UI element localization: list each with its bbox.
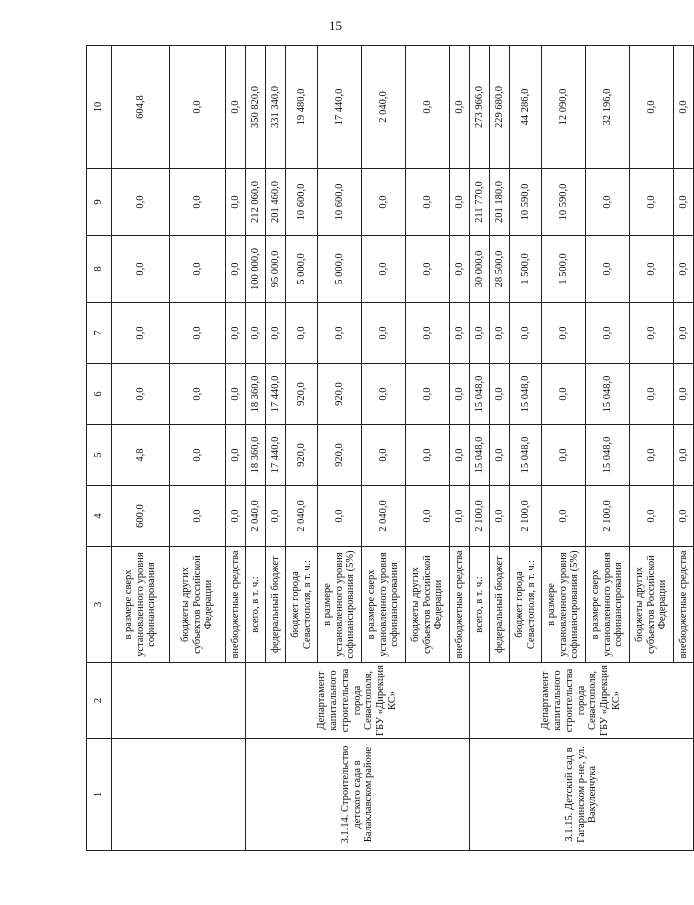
- value-cell: 0,0: [406, 364, 450, 425]
- value-cell: 273 966,0: [470, 46, 490, 169]
- row-label: внебюджетные средства: [674, 547, 694, 663]
- value-cell: 0,0: [470, 303, 490, 364]
- value-cell: 201 180,0: [490, 169, 510, 236]
- value-cell: 15 048,0: [586, 364, 630, 425]
- value-cell: 17 440,0: [266, 364, 286, 425]
- value-cell: 17 440,0: [266, 425, 286, 486]
- value-cell: 0,0: [170, 425, 226, 486]
- value-cell: 0,0: [246, 303, 266, 364]
- value-cell: 0,0: [318, 303, 362, 364]
- row-label: всего, в т. ч.:: [246, 547, 266, 663]
- value-cell: 12 090,0: [542, 46, 586, 169]
- value-cell: 2 040,0: [362, 486, 406, 547]
- value-cell: 0,0: [112, 236, 170, 303]
- value-cell: 0,0: [226, 486, 246, 547]
- value-cell: 2 100,0: [510, 486, 542, 547]
- value-cell: 28 500,0: [490, 236, 510, 303]
- value-cell: 0,0: [170, 364, 226, 425]
- table-inner: [86, 46, 689, 851]
- value-cell: 600,0: [112, 486, 170, 547]
- value-cell: 0,0: [450, 236, 470, 303]
- row-label: федеральный бюджет: [266, 547, 286, 663]
- value-cell: 0,0: [406, 46, 450, 169]
- value-cell: 4,8: [112, 425, 170, 486]
- value-cell: 0,0: [318, 486, 362, 547]
- value-cell: 350 820,0: [246, 46, 266, 169]
- value-cell: 95 000,0: [266, 236, 286, 303]
- value-cell: 15 048,0: [510, 425, 542, 486]
- value-cell: 0,0: [266, 486, 286, 547]
- value-cell: 1 500,0: [510, 236, 542, 303]
- value-cell: 0,0: [490, 303, 510, 364]
- table-row: [246, 46, 266, 851]
- value-cell: 0,0: [226, 46, 246, 169]
- row-label: бюджет города Севастополя, в т. ч.:: [510, 547, 542, 663]
- value-cell: 920,0: [286, 425, 318, 486]
- value-cell: 15 048,0: [510, 364, 542, 425]
- value-cell: 0,0: [450, 425, 470, 486]
- table-row: [112, 46, 170, 851]
- empty-cell: [112, 663, 246, 739]
- value-cell: 2 040,0: [286, 486, 318, 547]
- executor-line: Севастополя, ГБУ «Дирекция КС»: [363, 665, 398, 736]
- value-cell: 0,0: [112, 303, 170, 364]
- value-cell: 10 590,0: [510, 169, 542, 236]
- header-cell: 7: [87, 303, 112, 364]
- value-cell: 0,0: [586, 236, 630, 303]
- header-cell: 6: [87, 364, 112, 425]
- value-cell: 331 340,0: [266, 46, 286, 169]
- header-cell: 4: [87, 486, 112, 547]
- row-label: в размере сверх установленного уровня софинансирования: [112, 547, 170, 663]
- value-cell: 0,0: [362, 364, 406, 425]
- value-cell: 0,0: [674, 486, 694, 547]
- executor-line: Департамент капитального строительства города: [540, 668, 587, 733]
- value-cell: 0,0: [674, 169, 694, 236]
- value-cell: 0,0: [630, 236, 674, 303]
- value-cell: 0,0: [586, 303, 630, 364]
- value-cell: 0,0: [226, 236, 246, 303]
- row-label: бюджеты других субъектов Российской Федерации: [630, 547, 674, 663]
- value-cell: 0,0: [170, 303, 226, 364]
- value-cell: 0,0: [630, 486, 674, 547]
- section-name: 3.1.15. Детский сад в Гагаринском р-не, ул. Вакуленчука: [470, 739, 694, 851]
- table-row: [470, 46, 490, 851]
- value-cell: 2 100,0: [470, 486, 490, 547]
- page-number: 15: [329, 18, 342, 33]
- row-label: бюджет города Севастополя, в т. ч.:: [286, 547, 318, 663]
- value-cell: 1 500,0: [542, 236, 586, 303]
- row-label: внебюджетные средства: [450, 547, 470, 663]
- value-cell: 0,0: [112, 169, 170, 236]
- value-cell: 0,0: [450, 46, 470, 169]
- row-label: в размере сверх установленного уровня софинансирования: [362, 547, 406, 663]
- value-cell: 0,0: [362, 236, 406, 303]
- value-cell: 604,8: [112, 46, 170, 169]
- value-cell: 15 048,0: [470, 364, 490, 425]
- value-cell: 19 480,0: [286, 46, 318, 169]
- value-cell: 0,0: [170, 169, 226, 236]
- value-cell: 0,0: [490, 486, 510, 547]
- value-cell: 212 060,0: [246, 169, 266, 236]
- value-cell: 0,0: [450, 169, 470, 236]
- value-cell: 0,0: [542, 303, 586, 364]
- value-cell: 17 440,0: [318, 46, 362, 169]
- value-cell: 0,0: [170, 46, 226, 169]
- value-cell: 2 040,0: [362, 46, 406, 169]
- funding-table: [86, 45, 694, 851]
- header-cell: 9: [87, 169, 112, 236]
- executor-line: Севастополя, ГБУ «Дирекция КС»: [587, 665, 622, 736]
- value-cell: 5 000,0: [318, 236, 362, 303]
- value-cell: 0,0: [362, 425, 406, 486]
- value-cell: 2 040,0: [246, 486, 266, 547]
- value-cell: 0,0: [362, 303, 406, 364]
- value-cell: 0,0: [406, 169, 450, 236]
- value-cell: 0,0: [362, 169, 406, 236]
- row-label: в размере установленного уровня софинансирования (5%): [542, 547, 586, 663]
- value-cell: 0,0: [490, 364, 510, 425]
- value-cell: 0,0: [630, 46, 674, 169]
- value-cell: 0,0: [406, 236, 450, 303]
- value-cell: 15 048,0: [470, 425, 490, 486]
- row-label: бюджеты других субъектов Российской Федерации: [170, 547, 226, 663]
- value-cell: 18 360,0: [246, 425, 266, 486]
- value-cell: 920,0: [318, 364, 362, 425]
- row-label: внебюджетные средства: [226, 547, 246, 663]
- value-cell: 0,0: [490, 425, 510, 486]
- value-cell: 0,0: [674, 46, 694, 169]
- header-row: [87, 46, 112, 851]
- value-cell: 0,0: [674, 364, 694, 425]
- value-cell: 32 196,0: [586, 46, 630, 169]
- value-cell: 0,0: [674, 303, 694, 364]
- value-cell: 920,0: [286, 364, 318, 425]
- value-cell: 0,0: [286, 303, 318, 364]
- value-cell: 0,0: [112, 364, 170, 425]
- value-cell: 0,0: [586, 169, 630, 236]
- value-cell: 0,0: [226, 169, 246, 236]
- header-cell: 10: [87, 46, 112, 169]
- value-cell: 15 048,0: [586, 425, 630, 486]
- value-cell: 0,0: [674, 425, 694, 486]
- value-cell: 0,0: [170, 236, 226, 303]
- value-cell: 100 000,0: [246, 236, 266, 303]
- value-cell: 0,0: [630, 303, 674, 364]
- value-cell: 920,0: [318, 425, 362, 486]
- executor-line: Департамент капитального строительства города: [316, 668, 363, 733]
- value-cell: 0,0: [226, 303, 246, 364]
- value-cell: 0,0: [450, 364, 470, 425]
- row-label: федеральный бюджет: [490, 547, 510, 663]
- section-executor: [470, 663, 694, 739]
- section-executor: [246, 663, 470, 739]
- value-cell: 10 590,0: [542, 169, 586, 236]
- value-cell: 18 360,0: [246, 364, 266, 425]
- value-cell: 229 680,0: [490, 46, 510, 169]
- value-cell: 30 000,0: [470, 236, 490, 303]
- section-name: 3.1.14. Строительство детского сада в Балаклавском районе: [246, 739, 470, 851]
- value-cell: 0,0: [226, 364, 246, 425]
- header-cell: 2: [87, 663, 112, 739]
- value-cell: 0,0: [674, 236, 694, 303]
- row-label: в размере установленного уровня софинансирования (5%): [318, 547, 362, 663]
- row-label: всего, в т. ч.:: [470, 547, 490, 663]
- header-cell: 5: [87, 425, 112, 486]
- value-cell: 10 600,0: [318, 169, 362, 236]
- header-cell: 1: [87, 739, 112, 851]
- value-cell: 10 600,0: [286, 169, 318, 236]
- value-cell: 0,0: [406, 303, 450, 364]
- value-cell: 0,0: [406, 486, 450, 547]
- value-cell: 0,0: [542, 486, 586, 547]
- value-cell: 0,0: [542, 425, 586, 486]
- value-cell: 0,0: [542, 364, 586, 425]
- value-cell: 0,0: [510, 303, 542, 364]
- row-label: бюджеты других субъектов Российской Федерации: [406, 547, 450, 663]
- value-cell: 0,0: [266, 303, 286, 364]
- value-cell: 5 000,0: [286, 236, 318, 303]
- value-cell: 44 286,0: [510, 46, 542, 169]
- header-cell: 3: [87, 547, 112, 663]
- value-cell: 0,0: [450, 303, 470, 364]
- value-cell: 0,0: [630, 364, 674, 425]
- value-cell: 0,0: [406, 425, 450, 486]
- value-cell: 2 100,0: [586, 486, 630, 547]
- value-cell: 0,0: [450, 486, 470, 547]
- value-cell: 0,0: [630, 425, 674, 486]
- value-cell: 211 770,0: [470, 169, 490, 236]
- value-cell: 201 460,0: [266, 169, 286, 236]
- value-cell: 0,0: [170, 486, 226, 547]
- value-cell: 0,0: [226, 425, 246, 486]
- document-table-rotated: [86, 46, 689, 851]
- header-cell: 8: [87, 236, 112, 303]
- value-cell: 0,0: [630, 169, 674, 236]
- row-label: в размере сверх установленного уровня софинансирования: [586, 547, 630, 663]
- empty-cell: [112, 739, 246, 851]
